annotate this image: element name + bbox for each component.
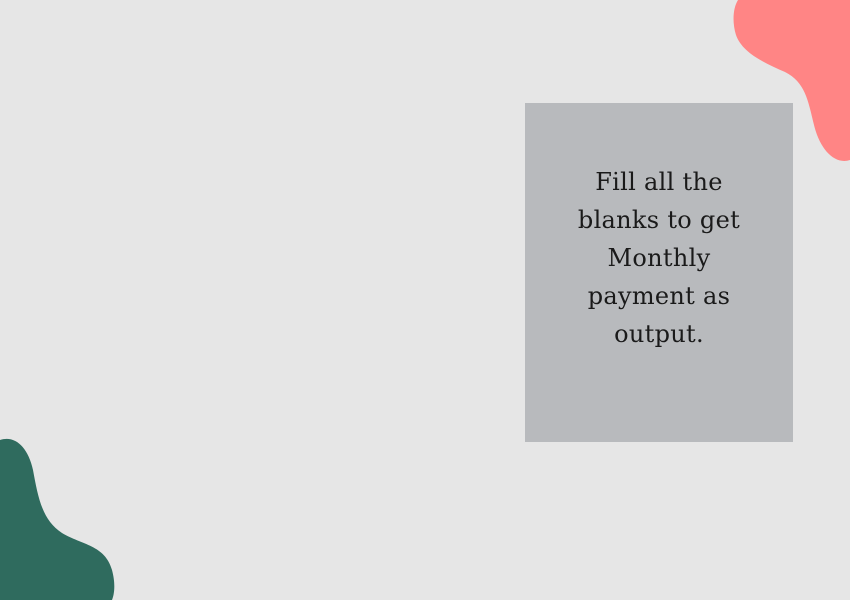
instruction-text: Fill all the blanks to get Monthly payment as output. <box>577 168 741 348</box>
green-blob-path <box>0 439 114 600</box>
green-blob-shape <box>0 435 120 600</box>
instruction-card <box>525 103 793 442</box>
